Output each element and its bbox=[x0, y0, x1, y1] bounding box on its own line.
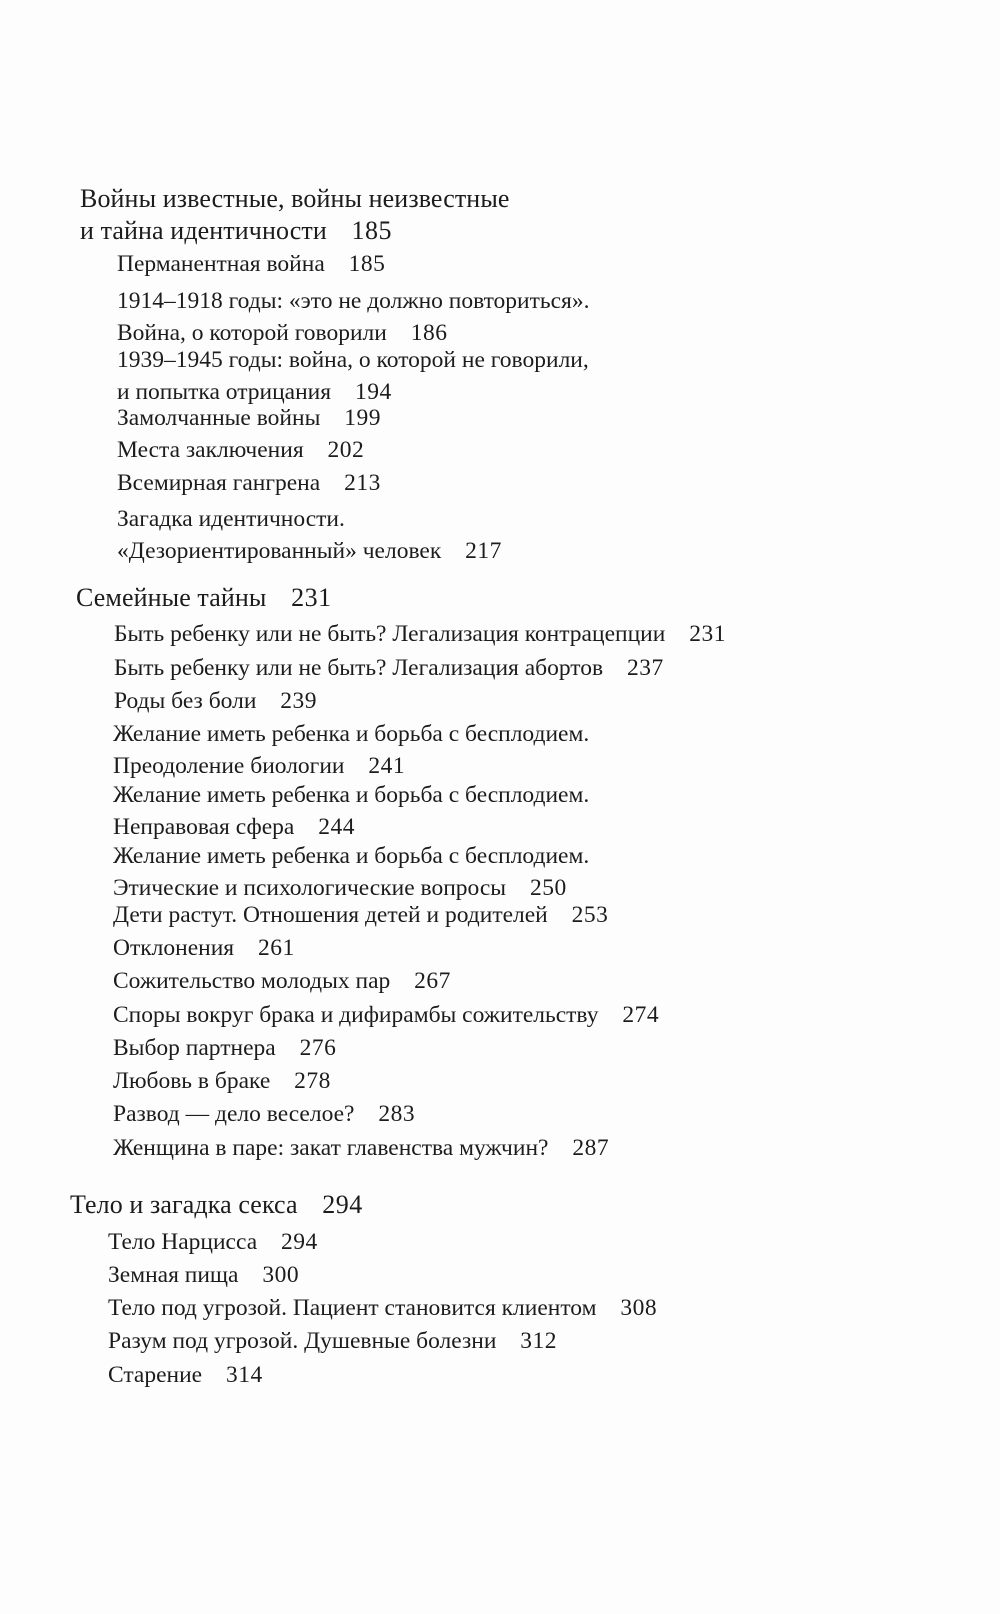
toc-item-title: Желание иметь ребенка и борьба с бесплодием. bbox=[113, 721, 590, 747]
toc-section-title: Семейные тайны bbox=[76, 583, 267, 612]
toc-item-title: 1939–1945 годы: война, о которой не говорили, bbox=[117, 347, 589, 373]
toc-item bbox=[108, 1359, 876, 1391]
toc-item-title: Перманентная война bbox=[117, 251, 325, 277]
page-number: 294 bbox=[281, 1229, 318, 1255]
toc-item bbox=[117, 434, 876, 466]
page-number: 312 bbox=[520, 1328, 558, 1354]
page-number: 231 bbox=[291, 583, 332, 612]
page-number: 278 bbox=[294, 1068, 331, 1094]
page-number: 213 bbox=[344, 470, 381, 496]
toc-item bbox=[113, 1065, 876, 1097]
toc-item bbox=[117, 503, 876, 567]
toc-item bbox=[113, 965, 876, 997]
page-number: 241 bbox=[368, 753, 406, 779]
toc-item-title: 1914–1918 годы: «это не должно повториться». bbox=[117, 288, 590, 314]
page-number: 202 bbox=[327, 437, 365, 463]
page-number: 287 bbox=[572, 1135, 610, 1161]
toc-item-title: Быть ребенку или не быть? Легализация контрацепции bbox=[114, 621, 666, 647]
toc-item bbox=[117, 344, 876, 408]
toc-item-title: «Дезориентированный» человек bbox=[117, 538, 442, 564]
toc-item bbox=[113, 1132, 876, 1164]
toc-item-title: Дети растут. Отношения детей и родителей bbox=[113, 902, 548, 928]
toc-item-title: Этические и психологические вопросы bbox=[113, 875, 507, 901]
toc-section bbox=[70, 1189, 876, 1221]
toc-item-title: Женщина в паре: закат главенства мужчин? bbox=[113, 1135, 549, 1161]
page-number: 250 bbox=[529, 875, 567, 901]
toc-item-title: Любовь в браке bbox=[113, 1068, 271, 1094]
page-number: 199 bbox=[344, 405, 381, 431]
page-number: 294 bbox=[322, 1190, 363, 1219]
page-number: 300 bbox=[262, 1262, 300, 1288]
page-number: 237 bbox=[626, 655, 664, 681]
page-number: 276 bbox=[299, 1035, 337, 1061]
toc-item bbox=[113, 899, 876, 931]
page-number: 217 bbox=[465, 538, 502, 564]
toc-item bbox=[113, 1098, 876, 1130]
page-number: 253 bbox=[571, 902, 609, 928]
toc-item bbox=[108, 1292, 876, 1324]
toc-item bbox=[113, 999, 876, 1031]
toc-item bbox=[117, 467, 876, 499]
toc-item-title: и попытка отрицания bbox=[117, 379, 332, 405]
toc-item-title: Отклонения bbox=[113, 935, 235, 961]
toc-item bbox=[117, 402, 876, 434]
page-number: 194 bbox=[354, 379, 392, 405]
toc-item-title: Старение bbox=[108, 1362, 203, 1388]
page-number: 185 bbox=[351, 216, 392, 245]
toc-item-title: Война, о которой говорили bbox=[117, 320, 387, 346]
toc-item bbox=[113, 932, 876, 964]
toc-item-title: Тело Нарцисса bbox=[108, 1229, 258, 1255]
page-number: 185 bbox=[348, 251, 386, 277]
toc-item bbox=[117, 248, 876, 280]
toc-item-title: Земная пища bbox=[108, 1262, 239, 1288]
toc-item bbox=[108, 1226, 876, 1258]
toc-item bbox=[113, 718, 876, 782]
toc-item bbox=[113, 779, 876, 843]
toc-item-title: Выбор партнера bbox=[113, 1035, 276, 1061]
toc-item-title: Споры вокруг брака и дифирамбы сожительству bbox=[113, 1002, 599, 1028]
toc-section-title: и тайна идентичности bbox=[80, 216, 327, 245]
toc-item-title: Замолчанные войны bbox=[117, 405, 321, 431]
page-number: 267 bbox=[414, 968, 451, 994]
toc-item-title: Сожительство молодых пар bbox=[113, 968, 391, 994]
toc-item-title: Развод — дело веселое? bbox=[113, 1101, 355, 1127]
page-number: 231 bbox=[689, 621, 726, 647]
toc-item-title: Тело под угрозой. Пациент становится клиентом bbox=[108, 1295, 597, 1321]
toc-item-title: Загадка идентичности. bbox=[117, 506, 345, 532]
toc-item-title: Разум под угрозой. Душевные болезни bbox=[108, 1328, 497, 1354]
toc-item-title: Быть ребенку или не быть? Легализация абортов bbox=[114, 655, 604, 681]
toc-section bbox=[80, 183, 876, 247]
toc-item-title: Желание иметь ребенка и борьба с бесплодием. bbox=[113, 782, 590, 808]
toc-section-title: Войны известные, войны неизвестные bbox=[80, 184, 510, 213]
page-number: 186 bbox=[410, 320, 448, 346]
page-number: 261 bbox=[257, 935, 295, 961]
page-number: 239 bbox=[280, 688, 318, 714]
toc-item-title: Неправовая сфера bbox=[113, 814, 295, 840]
toc-item-title: Преодоление биологии bbox=[113, 753, 345, 779]
page-number: 274 bbox=[622, 1002, 660, 1028]
toc-item bbox=[117, 285, 876, 349]
toc-item bbox=[113, 840, 876, 904]
toc-item-title: Места заключения bbox=[117, 437, 304, 463]
page-number: 314 bbox=[226, 1362, 263, 1388]
toc-item-title: Роды без боли bbox=[114, 688, 257, 714]
toc-section-title: Тело и загадка секса bbox=[70, 1190, 298, 1219]
toc-item bbox=[108, 1259, 876, 1291]
toc-item bbox=[114, 685, 876, 717]
toc-item-title: Всемирная гангрена bbox=[117, 470, 321, 496]
page-number: 308 bbox=[620, 1295, 658, 1321]
page-number: 244 bbox=[318, 814, 355, 840]
toc-item bbox=[113, 1032, 876, 1064]
toc-section bbox=[76, 582, 876, 614]
page-number: 283 bbox=[378, 1101, 416, 1127]
toc-item bbox=[114, 618, 876, 650]
toc-item-title: Желание иметь ребенка и борьба с бесплодием. bbox=[113, 843, 590, 869]
toc-item bbox=[114, 652, 876, 684]
toc-item bbox=[108, 1325, 876, 1357]
